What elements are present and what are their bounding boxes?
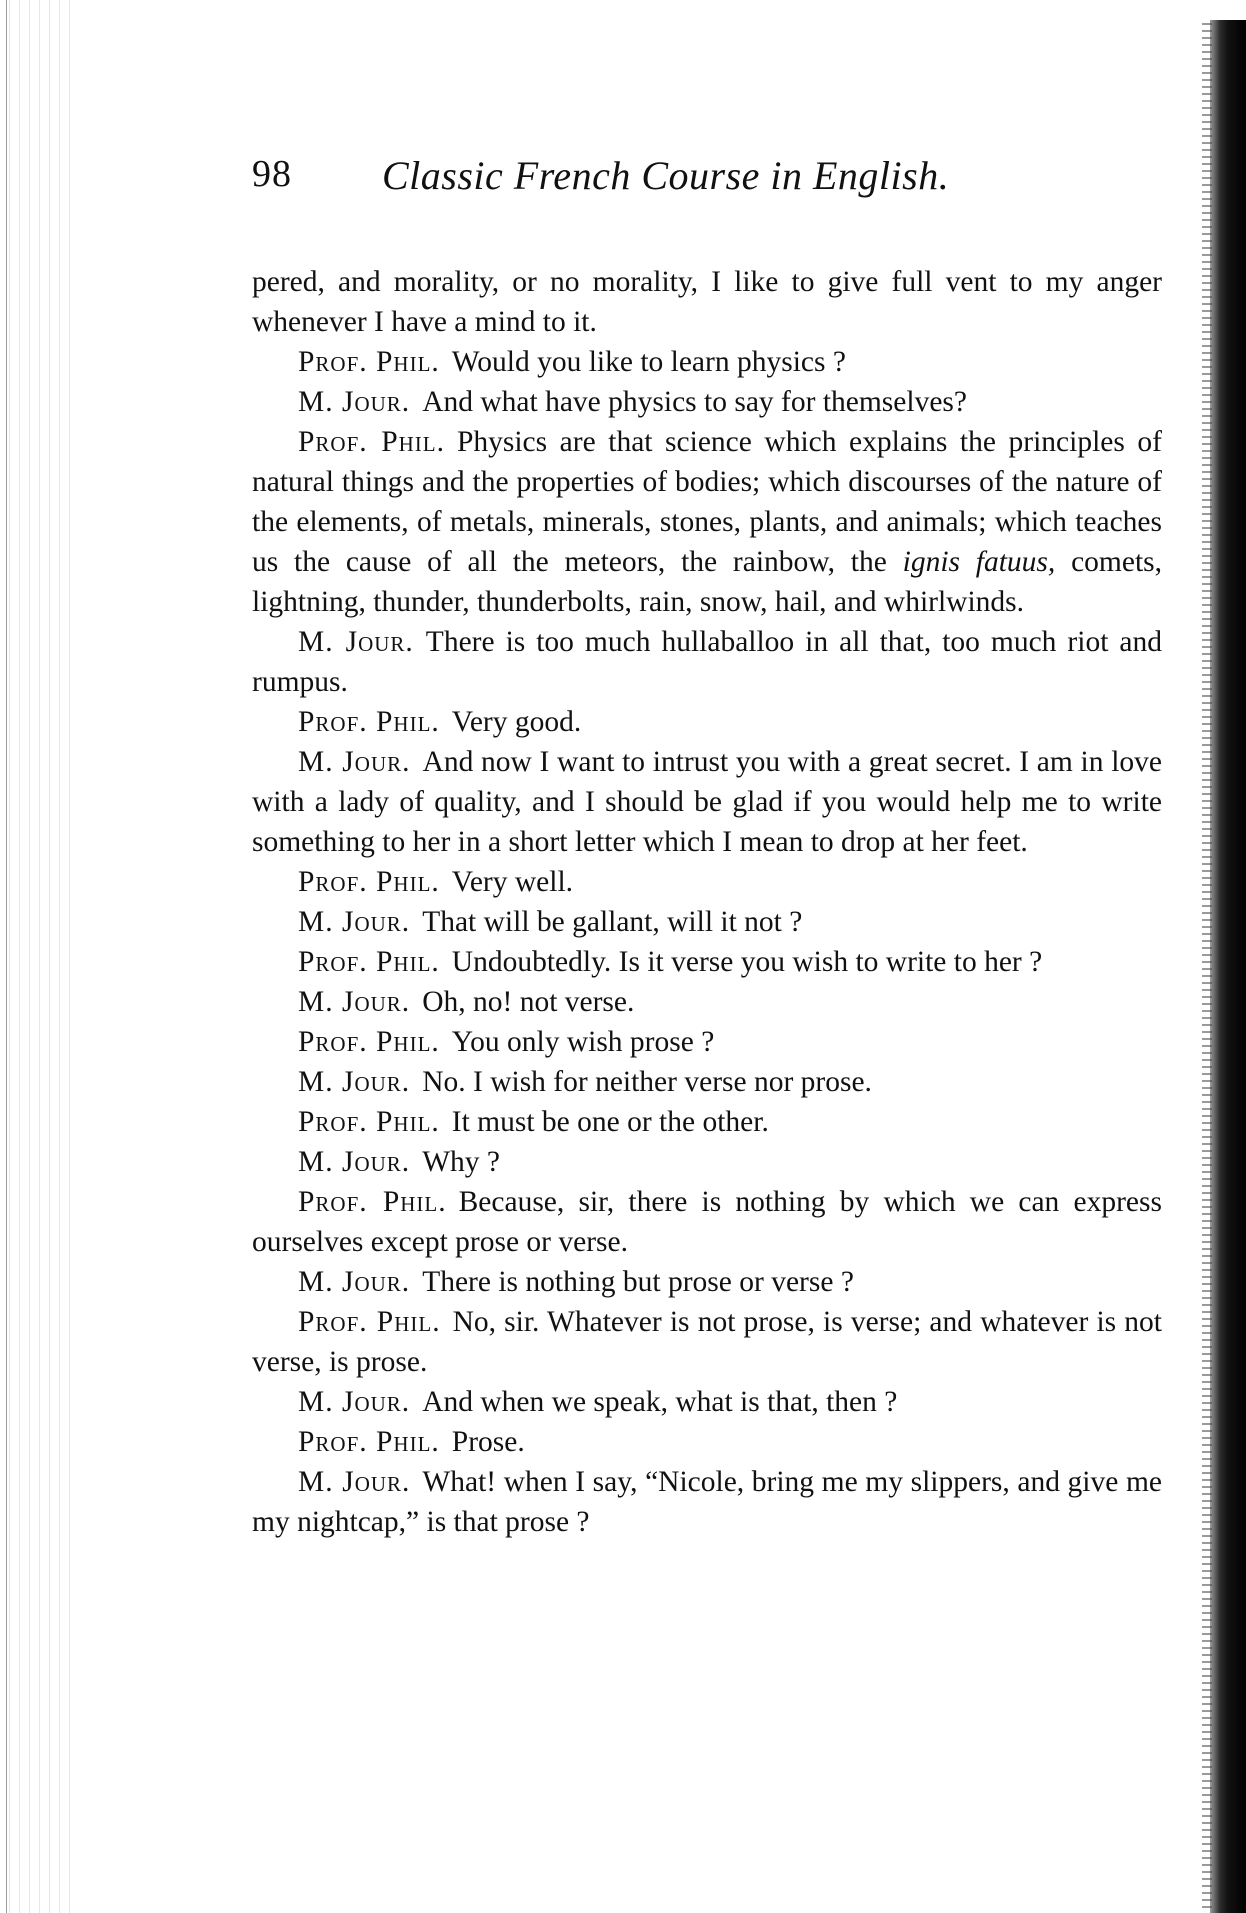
speaker-label: M. Jour. — [298, 1146, 411, 1178]
paragraph — [252, 1062, 1162, 1102]
speaker-label: Prof. Phil. — [298, 1106, 440, 1138]
paragraph — [252, 262, 1162, 342]
paragraph-text: What! when I say, “Nicole, bring me my slippers, and give me my nightcap,” is that prose ? — [252, 1466, 1162, 1538]
italic-phrase: ignis fatuus, — [902, 546, 1056, 578]
paragraph-text: Undoubtedly. Is it verse you wish to write to her ? — [451, 946, 1043, 978]
paragraph-text: Prose. — [451, 1426, 525, 1458]
paragraph — [252, 902, 1162, 942]
paragraph-text: And now I want to intrust you with a great secret. I am in love with a lady of quality, and I should be glad if you would help me to write something to her in a short letter which I mean to drop at her feet. — [252, 746, 1162, 858]
speaker-label: M. Jour. — [298, 386, 411, 418]
paragraph-text: Oh, no! not verse. — [422, 986, 635, 1018]
speaker-label: Prof. Phil. — [298, 1186, 447, 1218]
paragraph-text: There is nothing but prose or verse ? — [422, 1266, 854, 1298]
paragraph — [252, 742, 1162, 862]
speaker-label: M. Jour. — [298, 1466, 411, 1498]
paragraph — [252, 382, 1162, 422]
paragraph-text: No, sir. Whatever is not prose, is verse; and whatever is not verse, is prose. — [252, 1306, 1162, 1378]
speaker-label: Prof. Phil. — [298, 1026, 440, 1058]
paragraph — [252, 862, 1162, 902]
speaker-label: M. Jour. — [298, 1066, 411, 1098]
right-binding-shadow — [1210, 20, 1246, 1913]
paragraph — [252, 1182, 1162, 1262]
paragraph — [252, 942, 1162, 982]
page-header — [252, 152, 1162, 214]
paragraph-text: That will be gallant, will it not ? — [422, 906, 803, 938]
paragraph — [252, 1462, 1162, 1542]
speaker-label: M. Jour. — [298, 906, 411, 938]
paragraph — [252, 982, 1162, 1022]
speaker-label: M. Jour. — [298, 626, 414, 658]
body-text — [252, 262, 1162, 1542]
paragraph-text: Because, sir, there is nothing by which we can express ourselves except prose or verse. — [252, 1186, 1162, 1258]
left-gutter-scan-edge — [0, 0, 75, 1913]
speaker-label: Prof. Phil. — [298, 946, 440, 978]
paragraph-text: No. I wish for neither verse nor prose. — [422, 1066, 872, 1098]
paragraph — [252, 1022, 1162, 1062]
speaker-label: Prof. Phil. — [298, 706, 440, 738]
paragraph — [252, 1422, 1162, 1462]
paragraph-text-continued: comets, lightning, thunder, thunderbolts, rain, snow, hail, and whirlwinds. — [252, 546, 1163, 618]
speaker-label: M. Jour. — [298, 746, 411, 778]
paragraph-text: Why ? — [422, 1146, 500, 1178]
paragraph-text: It must be one or the other. — [451, 1106, 769, 1138]
paragraph-text: There is too much hullaballoo in all that, too much riot and rumpus. — [252, 626, 1162, 698]
speaker-label: Prof. Phil. — [298, 426, 445, 458]
paragraph — [252, 1382, 1162, 1422]
paragraph — [252, 1102, 1162, 1142]
paragraph — [252, 1142, 1162, 1182]
paragraph-text: And when we speak, what is that, then ? — [422, 1386, 898, 1418]
running-title: Classic French Course in English. — [382, 153, 950, 198]
speaker-label: M. Jour. — [298, 1386, 411, 1418]
gutter-line — [6, 0, 7, 1913]
paragraph — [252, 702, 1162, 742]
book-page — [252, 152, 1162, 1542]
speaker-label: M. Jour. — [298, 986, 411, 1018]
paragraph-text: Would you like to learn physics ? — [451, 346, 846, 378]
binding-speckle — [1202, 20, 1212, 1913]
speaker-label: M. Jour. — [298, 1266, 411, 1298]
paragraph-text: pered, and morality, or no morality, I like to give full vent to my anger whenever I have a mind to it. — [252, 266, 1162, 338]
paragraph — [252, 342, 1162, 382]
paragraph-text: Very well. — [451, 866, 574, 898]
paragraph — [252, 1302, 1162, 1382]
paragraph — [252, 1262, 1162, 1302]
paragraph — [252, 622, 1162, 702]
paragraph — [252, 422, 1162, 622]
paragraph-text: Very good. — [451, 706, 582, 738]
paragraph-text: You only wish prose ? — [451, 1026, 715, 1058]
speaker-label: Prof. Phil. — [298, 1306, 441, 1338]
speaker-label: Prof. Phil. — [298, 1426, 440, 1458]
page-number: 98 — [252, 153, 292, 195]
paragraph-text: Physics are that science which explains the principles of natural things and the properties of bodies; which discourses of the nature of the elements, of metals, minerals, stones, plants, and animals; which teaches us the cause of all the meteors, the rainbow, the — [252, 426, 1162, 578]
paragraph-text: And what have physics to say for themselves? — [422, 386, 967, 418]
speaker-label: Prof. Phil. — [298, 866, 440, 898]
speaker-label: Prof. Phil. — [298, 346, 440, 378]
